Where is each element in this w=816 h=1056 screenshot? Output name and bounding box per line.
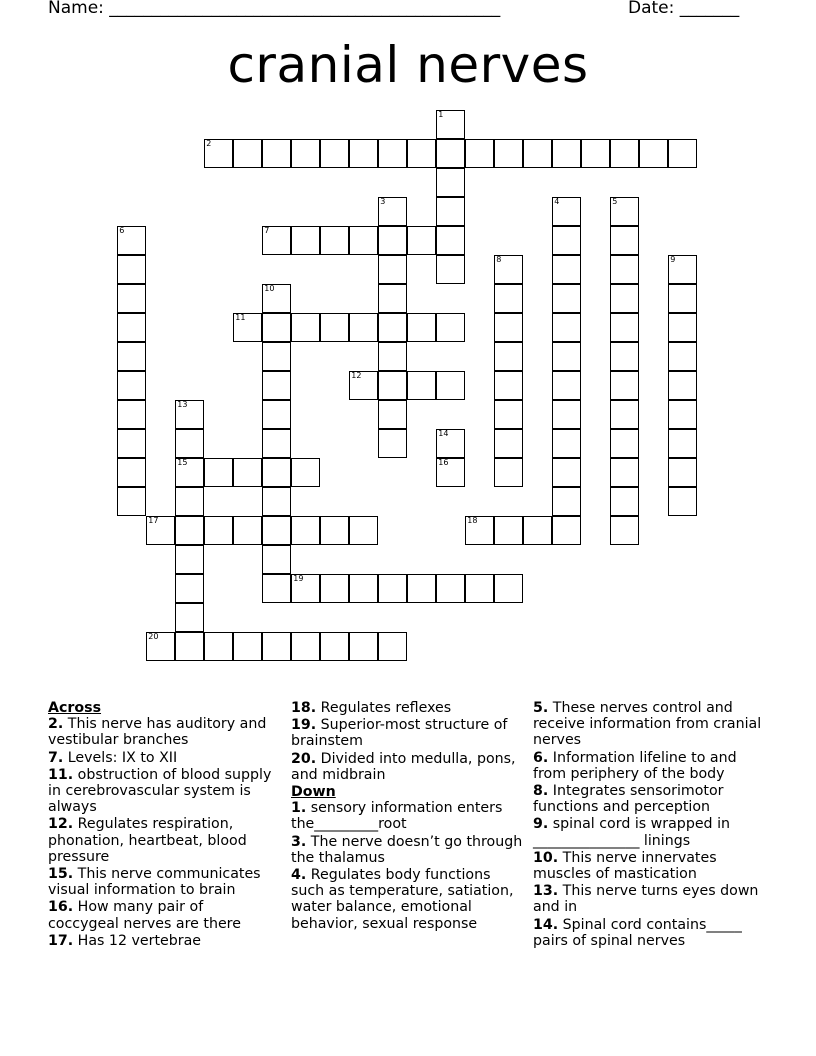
grid-cell[interactable]: [175, 429, 204, 458]
grid-cell[interactable]: [291, 313, 320, 342]
grid-cell[interactable]: [378, 139, 407, 168]
clue-across-16: 16. How many pair of coccygeal nerves are there: [48, 899, 241, 932]
clue-down-5: 5. These nerves control and receive information from cranial nerves: [533, 700, 762, 749]
clue-number: 17: [148, 516, 159, 526]
grid-cell[interactable]: [378, 313, 407, 342]
grid-cell[interactable]: [610, 255, 639, 284]
grid-cell[interactable]: [175, 458, 204, 487]
grid-cell[interactable]: [349, 516, 378, 545]
clue-number: 12: [351, 371, 362, 381]
grid-cell[interactable]: [436, 110, 465, 139]
grid-cell[interactable]: [610, 429, 639, 458]
across-heading: Across: [48, 700, 102, 716]
grid-cell[interactable]: [378, 632, 407, 661]
grid-cell[interactable]: [117, 255, 146, 284]
grid-cell[interactable]: [320, 139, 349, 168]
clue-number: 8: [496, 255, 502, 265]
grid-cell[interactable]: [117, 226, 146, 255]
grid-cell[interactable]: [523, 516, 552, 545]
grid-cell[interactable]: [349, 139, 378, 168]
clues-column-3: [533, 700, 769, 950]
clue-across-15: 15. This nerve communicates visual information to brain: [48, 866, 261, 899]
grid-cell[interactable]: [175, 574, 204, 603]
grid-cell[interactable]: [175, 516, 204, 545]
grid-cell[interactable]: [552, 516, 581, 545]
grid-cell[interactable]: [378, 574, 407, 603]
clues-column-2: [291, 700, 523, 933]
grid-cell[interactable]: [407, 139, 436, 168]
clue-down-8: 8. Integrates sensorimotor functions and perception: [533, 783, 724, 816]
clue-down-14: 14. Spinal cord contains_____ pairs of spinal nerves: [533, 916, 742, 949]
grid-cell[interactable]: [291, 139, 320, 168]
grid-cell[interactable]: [610, 371, 639, 400]
grid-cell[interactable]: [117, 458, 146, 487]
clue-across-7: 7. Levels: IX to XII: [48, 749, 178, 766]
clue-across-20: 20. Divided into medulla, pons, and midbrain: [291, 750, 516, 783]
grid-cell[interactable]: [465, 516, 494, 545]
grid-cell[interactable]: [668, 255, 697, 284]
grid-cell[interactable]: [378, 342, 407, 371]
grid-cell[interactable]: [610, 226, 639, 255]
grid-cell[interactable]: [436, 226, 465, 255]
clue-across-17: 17. Has 12 vertebrae: [48, 932, 201, 949]
clue-down-4: 4. Regulates body functions such as temperature, satiation, water balance, emotional behavior, sexual response: [291, 867, 514, 932]
clue-number: 5: [612, 197, 618, 207]
grid-cell[interactable]: [552, 400, 581, 429]
grid-cell[interactable]: [320, 632, 349, 661]
grid-cell[interactable]: [117, 487, 146, 516]
grid-cell[interactable]: [668, 400, 697, 429]
grid-cell[interactable]: [610, 313, 639, 342]
clue-number: 14: [438, 429, 449, 439]
grid-cell[interactable]: [291, 632, 320, 661]
grid-cell[interactable]: [407, 371, 436, 400]
grid-cell[interactable]: [436, 139, 465, 168]
grid-cell[interactable]: [494, 313, 523, 342]
grid-cell[interactable]: [494, 255, 523, 284]
grid-cell[interactable]: [494, 371, 523, 400]
grid-cell[interactable]: [262, 371, 291, 400]
date-field[interactable]: Date: _______: [628, 0, 740, 18]
grid-cell[interactable]: [233, 632, 262, 661]
clue-number: 15: [177, 458, 188, 468]
grid-cell[interactable]: [117, 371, 146, 400]
grid-cell[interactable]: [610, 400, 639, 429]
clue-down-9: 9. spinal cord is wrapped in _______________ linings: [533, 816, 731, 849]
grid-cell[interactable]: [117, 400, 146, 429]
grid-cell[interactable]: [320, 574, 349, 603]
grid-cell[interactable]: [668, 313, 697, 342]
grid-cell[interactable]: [117, 313, 146, 342]
grid-cell[interactable]: [436, 371, 465, 400]
clue-number: 2: [206, 139, 212, 149]
grid-cell[interactable]: [610, 516, 639, 545]
grid-cell[interactable]: [552, 313, 581, 342]
grid-cell[interactable]: [610, 487, 639, 516]
grid-cell[interactable]: [465, 139, 494, 168]
grid-cell[interactable]: [233, 516, 262, 545]
grid-cell[interactable]: [349, 226, 378, 255]
clue-down-6: 6. Information lifeline to and from periphery of the body: [533, 749, 737, 782]
grid-cell[interactable]: [378, 429, 407, 458]
grid-cell[interactable]: [262, 400, 291, 429]
clue-number: 1: [438, 110, 444, 120]
grid-cell[interactable]: [378, 371, 407, 400]
grid-cell[interactable]: [436, 168, 465, 197]
clue-down-1: 1. sensory information enters the_________root: [291, 800, 503, 833]
grid-cell[interactable]: [639, 139, 668, 168]
grid-cell[interactable]: [494, 342, 523, 371]
grid-cell[interactable]: [494, 429, 523, 458]
grid-cell[interactable]: [204, 516, 233, 545]
grid-cell[interactable]: [204, 458, 233, 487]
clue-down-13: 13. This nerve turns eyes down and in: [533, 883, 759, 916]
grid-cell[interactable]: [349, 313, 378, 342]
grid-cell[interactable]: [552, 487, 581, 516]
grid-cell[interactable]: [494, 574, 523, 603]
grid-cell[interactable]: [262, 284, 291, 313]
grid-cell[interactable]: [320, 226, 349, 255]
grid-cell[interactable]: [175, 603, 204, 632]
grid-cell[interactable]: [668, 371, 697, 400]
grid-cell[interactable]: [291, 226, 320, 255]
grid-cell[interactable]: [175, 487, 204, 516]
clue-across-12: 12. Regulates respiration, phonation, heartbeat, blood pressure: [48, 816, 247, 865]
grid-cell[interactable]: [262, 632, 291, 661]
clue-number: 7: [264, 226, 270, 236]
grid-cell[interactable]: [494, 458, 523, 487]
grid-cell[interactable]: [262, 516, 291, 545]
clue-down-3: 3. The nerve doesn’t go through the thalamus: [291, 833, 523, 866]
clue-across-2: 2. This nerve has auditory and vestibular branches: [48, 716, 267, 749]
clue-across-18: 18. Regulates reflexes: [291, 700, 452, 716]
clue-number: 4: [554, 197, 560, 207]
grid-cell[interactable]: [262, 429, 291, 458]
grid-cell[interactable]: [552, 429, 581, 458]
grid-cell[interactable]: [117, 284, 146, 313]
grid-cell[interactable]: [610, 342, 639, 371]
grid-cell[interactable]: [610, 197, 639, 226]
grid-cell[interactable]: [552, 371, 581, 400]
grid-cell[interactable]: [610, 458, 639, 487]
grid-cell[interactable]: [552, 342, 581, 371]
grid-cell[interactable]: [262, 545, 291, 574]
grid-cell[interactable]: [668, 139, 697, 168]
grid-cell[interactable]: [523, 139, 552, 168]
grid-cell[interactable]: [291, 516, 320, 545]
grid-cell[interactable]: [436, 255, 465, 284]
clue-number: 16: [438, 458, 449, 468]
grid-cell[interactable]: [668, 284, 697, 313]
grid-cell[interactable]: [552, 139, 581, 168]
grid-cell[interactable]: [552, 197, 581, 226]
grid-cell[interactable]: [117, 342, 146, 371]
clues-column-1: [48, 700, 278, 950]
grid-cell[interactable]: [494, 139, 523, 168]
grid-cell[interactable]: [610, 139, 639, 168]
clue-number: 13: [177, 400, 188, 410]
grid-cell[interactable]: [552, 458, 581, 487]
clue-down-10: 10. This nerve innervates muscles of mastication: [533, 849, 717, 883]
grid-cell[interactable]: [262, 458, 291, 487]
grid-cell[interactable]: [204, 632, 233, 661]
grid-cell[interactable]: [175, 545, 204, 574]
clue-number: 10: [264, 284, 275, 294]
grid-cell[interactable]: [320, 313, 349, 342]
grid-cell[interactable]: [552, 284, 581, 313]
grid-cell[interactable]: [291, 458, 320, 487]
down-heading: Down: [291, 784, 336, 801]
grid-cell[interactable]: [291, 574, 320, 603]
grid-cell[interactable]: [349, 371, 378, 400]
grid-cell[interactable]: [407, 226, 436, 255]
clue-number: 9: [670, 255, 676, 265]
grid-cell[interactable]: [436, 458, 465, 487]
clue-across-11: 11. obstruction of blood supply in cerebrovascular system is always: [48, 766, 272, 816]
grid-cell[interactable]: [262, 139, 291, 168]
grid-cell[interactable]: [552, 226, 581, 255]
grid-cell[interactable]: [349, 632, 378, 661]
clue-number: 19: [293, 574, 304, 584]
grid-cell[interactable]: [610, 284, 639, 313]
grid-cell[interactable]: [233, 458, 262, 487]
grid-cell[interactable]: [262, 226, 291, 255]
grid-cell[interactable]: [378, 284, 407, 313]
grid-cell[interactable]: [117, 429, 146, 458]
grid-cell[interactable]: [494, 516, 523, 545]
grid-cell[interactable]: [668, 487, 697, 516]
grid-cell[interactable]: [436, 429, 465, 458]
grid-cell[interactable]: [494, 284, 523, 313]
grid-cell[interactable]: [436, 197, 465, 226]
grid-cell[interactable]: [262, 574, 291, 603]
grid-cell[interactable]: [552, 255, 581, 284]
grid-cell[interactable]: [407, 574, 436, 603]
grid-cell[interactable]: [233, 313, 262, 342]
grid-cell[interactable]: [465, 574, 494, 603]
grid-cell[interactable]: [175, 632, 204, 661]
grid-cell[interactable]: [378, 255, 407, 284]
grid-cell[interactable]: [262, 342, 291, 371]
grid-cell[interactable]: [581, 139, 610, 168]
clue-across-19: 19. Superior-most structure of brainstem: [291, 717, 508, 750]
clue-number: 20: [148, 632, 159, 642]
grid-cell[interactable]: [204, 139, 233, 168]
grid-cell[interactable]: [668, 458, 697, 487]
grid-cell[interactable]: [436, 313, 465, 342]
grid-cell[interactable]: [407, 313, 436, 342]
grid-cell[interactable]: [378, 400, 407, 429]
grid-cell[interactable]: [146, 632, 175, 661]
grid-cell[interactable]: [494, 400, 523, 429]
clue-number: 3: [380, 197, 386, 207]
grid-cell[interactable]: [378, 226, 407, 255]
grid-cell[interactable]: [436, 574, 465, 603]
clue-number: 11: [235, 313, 246, 323]
page-title: cranial nerves: [227, 36, 589, 94]
grid-cell[interactable]: [668, 429, 697, 458]
grid-cell[interactable]: [146, 516, 175, 545]
grid-cell[interactable]: [668, 342, 697, 371]
name-field[interactable]: Name: ______________________________________________: [48, 0, 501, 18]
clue-number: 6: [119, 226, 125, 236]
grid-cell[interactable]: [349, 574, 378, 603]
grid-cell[interactable]: [175, 400, 204, 429]
clue-number: 18: [467, 516, 478, 526]
grid-cell[interactable]: [262, 313, 291, 342]
grid-cell[interactable]: [233, 139, 262, 168]
grid-cell[interactable]: [378, 197, 407, 226]
grid-cell[interactable]: [262, 487, 291, 516]
grid-cell[interactable]: [320, 516, 349, 545]
